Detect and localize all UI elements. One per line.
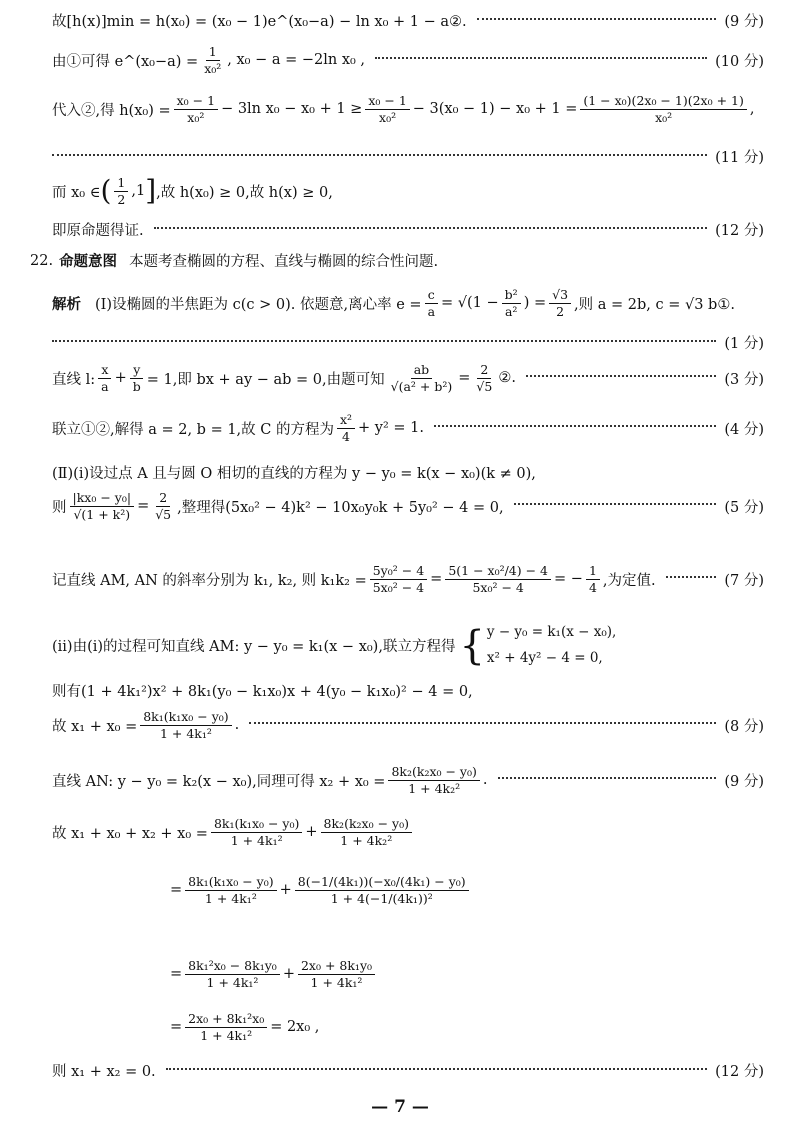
- leader-dots: [375, 57, 707, 59]
- fraction: $\frac{\text{x₀ − 1}}{\text{x₀²}}$: [174, 93, 218, 125]
- fraction: $\frac{\text{8k₁(k₁x₀ − y₀)}}{\text{1 + 4k₁²}}$: [140, 709, 231, 741]
- line-text: 故 x₁ + x₀ + x₂ + x₀ =: [52, 825, 208, 842]
- line-text: +: [305, 824, 318, 841]
- line-text: .: [234, 717, 240, 734]
- score-label: (12 分): [715, 223, 764, 239]
- leader-dots: [52, 154, 707, 156]
- line-text: , x₀ − a = −2ln x₀ ,: [227, 52, 366, 69]
- line-text: ,为定值.: [602, 572, 656, 589]
- line-text: ②.: [498, 370, 516, 387]
- intent-text: 本题考查椭圆的方程、直线与椭圆的综合性问题.: [129, 254, 439, 270]
- fraction: $\frac{\text{(1 − x₀)(2x₀ − 1)(2x₀ + 1)}}{\text{x₀²}}$: [580, 93, 746, 125]
- line-text: ,整理得(5x₀² − 4)k² − 10x₀y₀k + 5y₀² − 4 = 0,: [177, 499, 504, 516]
- line-quadratic: [52, 680, 764, 701]
- leader-dots: [434, 425, 716, 427]
- line-text: ,: [749, 101, 755, 118]
- line-conclusion: [52, 1060, 764, 1081]
- leader-dots: [526, 375, 716, 377]
- intent-label: 命题意图: [59, 253, 118, 270]
- fraction: $\frac{ab}{\text{√(a² + b²)}}$: [390, 362, 453, 394]
- score-label: (1 分): [724, 336, 764, 352]
- score-label: (8 分): [724, 718, 764, 735]
- score-label: (10 分): [715, 53, 764, 70]
- line-text: =: [430, 571, 443, 588]
- score-label: (4 分): [724, 421, 764, 438]
- line-x2-sum: [52, 764, 764, 796]
- question-22-heading: [30, 250, 438, 271]
- line-text: +: [282, 966, 295, 983]
- leader-dots: [498, 777, 717, 779]
- line-text: = −: [554, 571, 583, 588]
- line-interval: [52, 175, 764, 207]
- line-result: [170, 1011, 764, 1043]
- fraction: $\frac{\text{8k₁(k₁x₀ − y₀)}}{\text{1 + 4k₁²}}$: [211, 816, 302, 848]
- line-text: 由①可得 e^(x₀−a) =: [52, 53, 199, 70]
- line-text: = 1,即 bx + ay − ab = 0,由题可知: [146, 371, 385, 388]
- line-score-11: [52, 146, 764, 167]
- line-text: 联立①②,解得 a = 2, b = 1,故 C 的方程为: [52, 421, 334, 438]
- line-text: 记直线 AM, AN 的斜率分别为 k₁, k₂, 则 k₁k₂ =: [52, 572, 367, 589]
- line-text: 则 x₁ + x₂ = 0.: [52, 1064, 156, 1080]
- page-number: — 7 —: [371, 1097, 429, 1117]
- line-text: − 3ln x₀ − x₀ + 1 ≥: [221, 101, 363, 118]
- system-eq-1: y − y₀ = k₁(x − x₀),: [486, 624, 617, 640]
- fraction: $\frac{c}{a}$: [425, 287, 438, 319]
- line-text: − 3(x₀ − 1) − x₀ + 1 =: [412, 101, 578, 118]
- line-text: 直线 l:: [52, 371, 96, 388]
- score-label: (12 分): [715, 1064, 764, 1080]
- line-text: 则有(1 + 4k₁²)x² + 8k₁(y₀ − k₁x₀)x + 4(y₀ − k₁x₀)² − 4 = 0,: [52, 684, 473, 700]
- line-part-one: [52, 287, 764, 319]
- line-total-sum: [52, 816, 764, 848]
- line-proved: [52, 219, 764, 240]
- line-text: =: [137, 498, 150, 515]
- leader-dots: [52, 340, 716, 342]
- line-text: (Ⅱ)(ⅰ)设过点 A 且与圆 O 相切的直线的方程为 y − y₀ = k(x − x₀)(k ≠ 0),: [52, 466, 536, 482]
- fraction: $\frac{\text{5y₀² − 4}}{\text{5x₀² − 4}}$: [370, 563, 427, 595]
- fraction: $\frac{1}{2}$: [114, 175, 128, 207]
- line-text: ,故 h(x₀) ≥ 0,故 h(x) ≥ 0,: [156, 184, 333, 201]
- line-from-one: [52, 44, 764, 76]
- leader-dots: [477, 18, 717, 20]
- fraction: $\frac{y}{b}$: [130, 362, 144, 394]
- line-text: 而 x₀ ∈: [52, 184, 101, 201]
- line-text: =: [170, 966, 183, 983]
- fraction: $\frac{\text{8k₁²x₀ − 8k₁y₀}}{\text{1 + 4k₁²}}$: [185, 958, 280, 990]
- line-text: +: [279, 882, 292, 899]
- paren: (: [100, 174, 112, 208]
- line-tangent: [52, 490, 764, 522]
- line-text: (Ⅰ)设椭圆的半焦距为 c(c > 0). 依题意,离心率 e =: [95, 296, 422, 313]
- line-text: (ⅱ)由(ⅰ)的过程可知直线 AM: y − y₀ = k₁(x − x₀),联立方程得: [52, 639, 456, 656]
- fraction: $\frac{1}{4}$: [586, 563, 600, 595]
- line-text: =: [170, 1019, 183, 1036]
- bracket: ]: [145, 174, 157, 208]
- fraction: $\frac{\text{2x₀ + 8k₁y₀}}{\text{1 + 4k₁²}}$: [298, 958, 375, 990]
- fraction: $\frac{\text{|kx₀ − y₀|}}{\text{√(1 + k²)}}$: [70, 490, 135, 522]
- brace: {: [459, 622, 485, 669]
- line-text: 故 x₁ + x₀ =: [52, 718, 138, 735]
- fraction: $\frac{\text{5(1 − x₀²/4) − 4}}{\text{5x₀² − 4}}$: [445, 563, 551, 595]
- fraction: $\frac{√3}{2}$: [549, 287, 571, 319]
- fraction: $\frac{\text{b²}}{\text{a²}}$: [502, 287, 521, 319]
- score-label: (5 分): [724, 499, 764, 516]
- fraction: $\frac{\text{8(−1/(4k₁))(−x₀/(4k₁) − y₀)}}{\text{1 + 4(−1/(4k₁))²}}$: [295, 874, 469, 906]
- question-number: 22.: [30, 252, 54, 269]
- fraction: $\frac{\text{x₀ − 1}}{\text{x₀²}}$: [365, 93, 409, 125]
- leader-dots: [666, 576, 717, 578]
- line-solve-ab: [52, 412, 764, 444]
- line-text: ,则 a = 2b, c = √3 b①.: [574, 296, 735, 313]
- line-system: [52, 620, 764, 671]
- line-text: ) =: [523, 295, 547, 312]
- line-substituted: [170, 874, 764, 906]
- line-text: +: [114, 370, 127, 387]
- fraction: $\frac{\text{x²}}{4}$: [337, 412, 355, 444]
- fraction: $\frac{2}{√5}$: [476, 362, 493, 394]
- leader-dots: [514, 503, 717, 505]
- equation-system: [487, 620, 616, 671]
- fraction: $\frac{\text{2x₀ + 8k₁²x₀}}{\text{1 + 4k₁²}}$: [185, 1011, 267, 1043]
- leader-dots: [166, 1068, 707, 1070]
- line-substitute: [52, 93, 764, 125]
- fraction: $\frac{\text{8k₂(k₂x₀ − y₀)}}{\text{1 + 4k₂²}}$: [388, 764, 479, 796]
- line-text: 故[h(x)]min = h(x₀) = (x₀ − 1)e^(x₀−a) − ln x₀ + 1 − a②.: [52, 14, 467, 30]
- fraction: $\frac{1}{\text{x₀²}}$: [204, 44, 222, 76]
- score-label: (9 分): [724, 773, 764, 790]
- line-x1-sum: [52, 709, 764, 741]
- line-text: 代入②,得 h(x₀) =: [52, 102, 171, 119]
- fraction: $\frac{\text{8k₂(k₂x₀ − y₀)}}{\text{1 + 4k₂²}}$: [321, 816, 412, 848]
- fraction: $\frac{\text{8k₁(k₁x₀ − y₀)}}{\text{1 + 4k₁²}}$: [185, 874, 276, 906]
- score-label: (9 分): [724, 14, 764, 30]
- line-h-min: [52, 10, 764, 31]
- line-text: .: [482, 772, 488, 789]
- system-eq-2: x² + 4y² − 4 = 0,: [486, 649, 603, 666]
- leader-dots: [249, 722, 716, 724]
- score-label: (7 分): [724, 572, 764, 589]
- line-text: = 2x₀ ,: [270, 1019, 320, 1036]
- line-score-1: [52, 332, 764, 353]
- score-label: (11 分): [715, 150, 764, 166]
- line-simplified: [170, 958, 764, 990]
- analysis-label: 解析: [52, 295, 81, 313]
- line-text: 则: [52, 499, 67, 516]
- leader-dots: [154, 227, 708, 229]
- line-text: 直线 AN: y − y₀ = k₂(x − x₀),同理可得 x₂ + x₀ =: [52, 773, 386, 790]
- line-text: 即原命题得证.: [52, 223, 144, 239]
- line-text: ,1: [131, 183, 146, 200]
- score-label: (3 分): [724, 371, 764, 388]
- line-text: + y² = 1.: [358, 420, 425, 437]
- fraction: $\frac{2}{√5}$: [155, 490, 172, 522]
- line-line-l: [52, 362, 764, 394]
- line-slopes: [52, 563, 764, 595]
- fraction: $\frac{x}{a}$: [98, 362, 111, 394]
- line-text: = √(1 −: [441, 295, 499, 312]
- line-text: =: [170, 882, 183, 899]
- line-text: =: [458, 370, 471, 387]
- line-part-two: [52, 462, 764, 483]
